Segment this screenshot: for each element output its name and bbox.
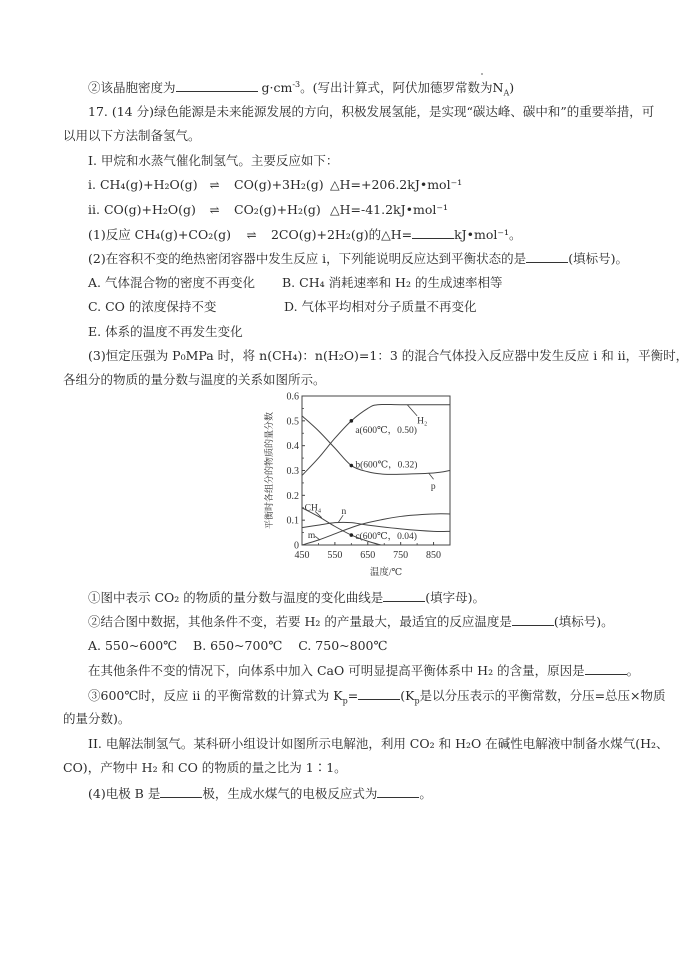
reaction-ii-reactants: ii. CO(g)+H₂O(g) [88,202,196,217]
q3-sub1-note: (填字母)。 [425,590,486,605]
question-3-line-1: (3)恒定压强为 P₀MPa 时，将 n(CH₄)：n(H₂O)=1：3 的混合气体投入反应器中发生反应 i 和 ii，平衡时， [88,348,689,363]
curve-label: CH₄ [304,503,322,514]
answer-blank[interactable] [176,79,258,92]
series-line-n [302,522,450,531]
q3-sub2-text: ②结合图中数据，其他条件不变，若要 H₂ 的产量最大，最适宜的反应温度是 [88,614,512,629]
unit-exponent: -3 [292,79,301,89]
q17-intro-line-2: 以用以下方法制备氢气。 [63,128,201,143]
q3-sub3 [88,687,666,704]
part2-line-2: CO)，产物中 H₂ 和 CO 的物质的量之比为 1∶1。 [63,760,347,775]
cao-text: 在其他条件不变的情况下，向体系中加入 CaO 可明显提高平衡体系中 H₂ 的含量，原因是 [88,663,585,678]
y-tick-label: 0.1 [286,515,299,527]
question-4 [88,785,432,802]
curve-label: p [430,482,436,493]
x-axis-label: 温度/℃ [369,568,403,578]
q1-unit: kJ•mol⁻¹。 [454,227,522,242]
part1-title: I. 甲烷和水蒸气催化制氢气。主要反应如下： [88,153,339,168]
answer-blank[interactable] [358,687,400,700]
curve-label: H₂ [417,416,428,427]
reaction-i-products: CO(g)+3H₂(g) [234,177,324,192]
y-axis-label: 平衡时各组分的物质的量分数 [264,411,274,530]
option-c: C. CO 的浓度保持不变 [88,299,217,314]
cao-end: 。 [626,663,640,678]
curve-label: n [341,506,347,517]
equilibrium-arrow-icon: ⇌ [209,178,219,192]
y-tick-label: 0.4 [286,441,299,453]
kp-subscript: p [342,696,348,706]
cao-question [88,662,639,679]
question-2 [88,250,628,267]
curve-leader-line [407,405,417,416]
question-3-line-2: 各组分的物质的量分数与温度的关系如图所示。 [63,372,326,387]
q3-sub2-note: (填标号)。 [553,614,614,629]
reaction-ii [88,202,448,218]
equilibrium-arrow-icon: ⇌ [209,203,219,217]
answer-blank[interactable] [383,589,425,602]
annotation-point [350,419,354,423]
reaction-ii-products: CO₂(g)+H₂(g) [234,202,321,217]
option-row-2 [88,299,477,315]
answer-blank[interactable] [585,662,627,675]
temperature-options: A. 550~600℃ B. 650~700℃ C. 750~800℃ [88,638,388,653]
reaction-i [88,177,462,193]
q3-sub3-line-2: 的量分数)。 [63,711,131,726]
x-tick-label: 850 [426,550,442,561]
q16-note: 。(写出计算式，阿伏加德罗常数为N [300,80,504,95]
mole-fraction-chart [258,386,468,584]
x-tick-label: 450 [294,550,310,561]
curve-label: m [307,531,316,542]
option-b: B. CH₄ 消耗速率和 H₂ 的生成速率相等 [282,275,503,290]
q2-text: (2)在容积不变的绝热密闭容器中发生反应 i，下列能说明反应达到平衡状态的是 [88,251,527,266]
x-tick-label: 550 [327,550,343,561]
answer-blank[interactable] [412,226,454,239]
option-a: A. 气体混合物的密度不再变化 [88,275,255,290]
q4-end: 。 [419,786,432,801]
answer-blank[interactable] [526,250,568,263]
q16-close: ) [509,80,515,95]
unit-text: g·cm [257,80,293,95]
answer-blank[interactable] [512,613,554,626]
equals: = [347,688,359,703]
y-tick-label: 0 [294,540,299,552]
na-subscript: A [503,88,510,98]
x-tick-label: 650 [360,550,376,561]
y-tick-label: 0.2 [286,490,299,502]
curve-leader-line [315,536,320,540]
curve-leader-line [429,473,434,479]
kp-note: 是以分压表示的平衡常数，分压=总压×物质 [419,688,666,703]
option-row-1 [88,275,502,291]
scan-speck [481,73,483,75]
q2-note: (填标号)。 [568,251,628,266]
option-d: D. 气体平均相对分子质量不再变化 [284,299,477,314]
annotation-point [350,533,354,537]
part2-line-1: II. 电解法制氢气。某科研小组设计如图所示电解池，利用 CO₂ 和 H₂O 在碱性电解液中制备水煤气(H₂、 [88,736,669,751]
q3-sub1-text: ①图中表示 CO₂ 的物质的量分数与温度的变化曲线是 [88,590,384,605]
q3-sub3-text: ③600℃时，反应 ii 的平衡常数的计算式为 K [88,688,343,703]
answer-blank[interactable] [160,785,202,798]
q4-text: (4)电极 B 是 [88,786,161,801]
annotation-label: c(600℃，0.04) [355,532,417,543]
q3-sub2 [88,613,614,630]
q16-text: ②该晶胞密度为 [88,80,176,95]
kp-note-open: (K [400,688,415,703]
y-tick-label: 0.3 [286,466,299,477]
q3-sub1 [88,589,485,606]
reaction-i-enthalpy: △H=+206.2kJ•mol⁻¹ [330,177,463,192]
question-1 [88,226,522,243]
q16-part2-line [88,79,514,96]
answer-blank[interactable] [377,785,419,798]
reaction-ii-enthalpy: △H=-41.2kJ•mol⁻¹ [330,202,448,217]
y-tick-label: 0.6 [286,391,299,403]
equilibrium-arrow-icon: ⇌ [246,228,256,242]
q17-intro-line-1: 17. (14 分)绿色能源是未来能源发展的方向，积极发展氢能，是实现“碳达峰、碳中和”的重要举措，可 [88,104,655,119]
reaction-i-reactants: i. CH₄(g)+H₂O(g) [88,177,198,192]
annotation-label: b(600℃，0.32) [355,460,418,471]
annotation-point [350,464,354,468]
annotation-label: a(600℃，0.50) [355,425,417,436]
y-tick-label: 0.5 [286,416,299,428]
q1-reactants: (1)反应 CH₄(g)+CO₂(g) [88,227,231,242]
x-tick-label: 750 [393,550,409,561]
option-e: E. 体系的温度不再发生变化 [88,324,243,339]
q1-products: 2CO(g)+2H₂(g)的△H= [270,227,413,242]
kp-subscript: p [414,696,420,706]
q4-text-2: 极，生成水煤气的电极反应式为 [202,786,378,801]
